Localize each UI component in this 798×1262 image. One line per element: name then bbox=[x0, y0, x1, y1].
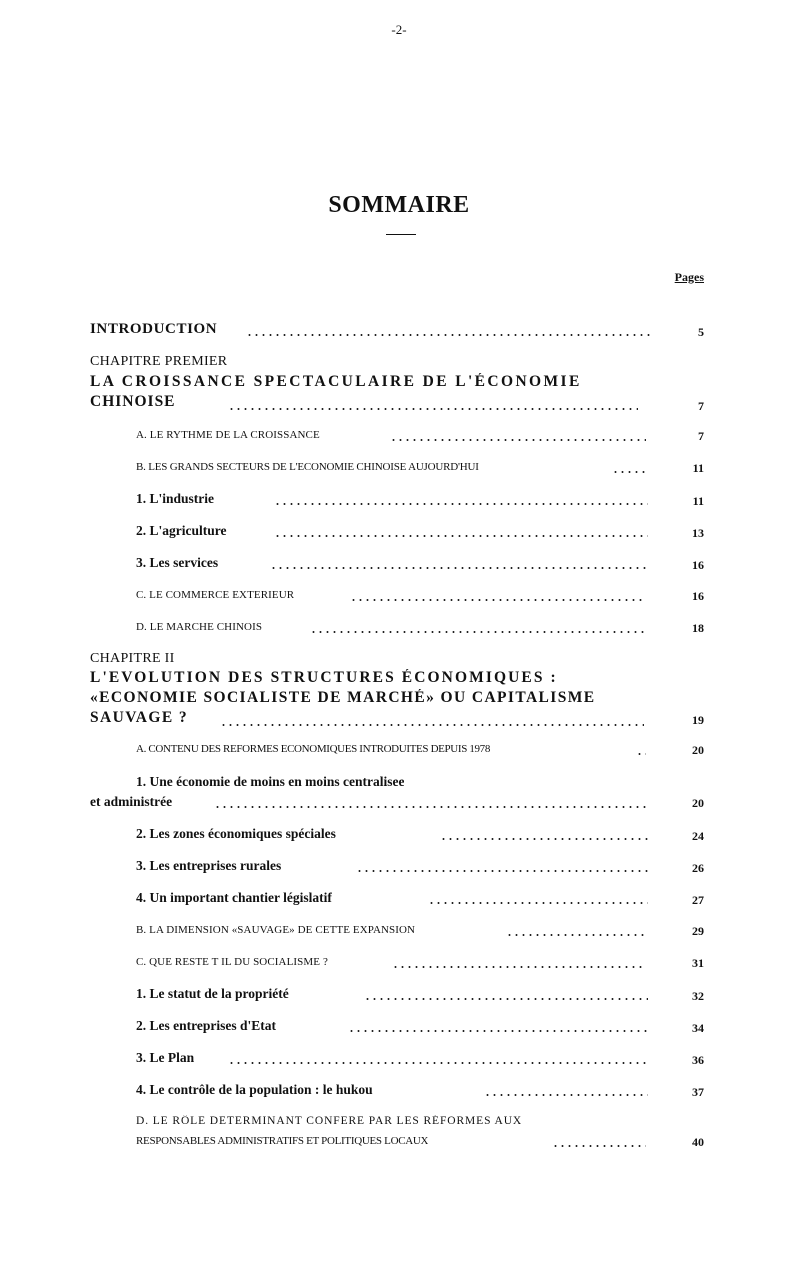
toc-entry-1b2 bbox=[0, 523, 798, 541]
dot-leader bbox=[350, 590, 646, 602]
toc-page-number: 20 bbox=[692, 796, 704, 810]
dot-leader bbox=[274, 526, 648, 538]
toc-entry-2a4 bbox=[0, 890, 798, 908]
toc-page-number: 26 bbox=[692, 861, 704, 875]
toc-entry-text: 3. Le Plan bbox=[136, 1050, 195, 1065]
toc-entry-text: 3. Les entreprises rurales bbox=[136, 858, 282, 873]
toc-page-number: 24 bbox=[692, 829, 704, 843]
toc-page-number: 31 bbox=[692, 956, 704, 970]
toc-entry-2d bbox=[0, 1115, 798, 1151]
dot-leader bbox=[612, 462, 648, 474]
toc-entry-text: D. LE RÔLE DETERMINANT CONFERE PAR LES RÉFORMES AUX bbox=[136, 1115, 523, 1127]
toc-entry-text: D. LE MARCHE CHINOIS bbox=[136, 621, 263, 633]
toc-page-number: 32 bbox=[692, 989, 704, 1003]
toc-entry-text: C. LE COMMERCE EXTERIEUR bbox=[136, 589, 295, 601]
toc-entry-text: 2. L'agriculture bbox=[136, 523, 227, 538]
toc-entry-1c bbox=[0, 589, 798, 605]
dot-leader bbox=[228, 399, 638, 411]
title-rule bbox=[386, 234, 416, 235]
toc-entry-1b bbox=[0, 461, 798, 477]
toc-entry-2c2 bbox=[0, 1018, 798, 1036]
toc-page-number: 40 bbox=[692, 1135, 704, 1149]
toc-entry-text: 1. Une économie de moins en moins centralisee bbox=[136, 774, 405, 789]
toc-entry-introduction bbox=[0, 321, 798, 341]
dot-leader bbox=[214, 797, 648, 809]
toc-entry-text: INTRODUCTION bbox=[90, 321, 218, 337]
page-title: SOMMAIRE bbox=[328, 192, 470, 218]
toc-entry-text: B. LA DIMENSION «SAUVAGE» DE CETTE EXPANSION bbox=[136, 924, 416, 936]
toc-chapter-2 bbox=[0, 651, 798, 733]
chapter-title-line: LA CROISSANCE SPECTACULAIRE DE L'ÉCONOMIE bbox=[90, 373, 582, 390]
dot-leader bbox=[220, 715, 644, 727]
toc-entry-text: 4. Un important chantier législatif bbox=[136, 890, 332, 905]
toc-entry-2c3 bbox=[0, 1050, 798, 1068]
dot-leader bbox=[636, 744, 646, 756]
toc-entry-2c1 bbox=[0, 986, 798, 1004]
chapter-title-line: CHINOISE bbox=[90, 393, 176, 410]
toc-entry-2a bbox=[0, 743, 798, 759]
page-number: -2- bbox=[391, 22, 407, 37]
toc-page-number: 11 bbox=[692, 461, 704, 475]
dot-leader bbox=[246, 325, 652, 337]
toc-page-number: 7 bbox=[698, 429, 704, 443]
toc-entry-2a1 bbox=[0, 774, 798, 814]
chapter-title-line: «ECONOMIE SOCIALISTE DE MARCHÉ» OU CAPITALISME bbox=[90, 689, 596, 706]
toc-chapter-1 bbox=[0, 354, 798, 414]
toc-entry-2c bbox=[0, 956, 798, 972]
toc-entry-text: 2. Les zones économiques spéciales bbox=[136, 826, 336, 841]
toc-entry-text: B. LES GRANDS SECTEURS DE L'ECONOMIE CHINOISE AUJOURD'HUI bbox=[136, 461, 479, 473]
chapter-label: CHAPITRE PREMIER bbox=[90, 354, 228, 369]
toc-page-number: 34 bbox=[692, 1021, 704, 1035]
toc-page-number: 13 bbox=[692, 526, 704, 540]
toc-entry-1b1 bbox=[0, 491, 798, 509]
chapter-label: CHAPITRE II bbox=[90, 651, 175, 666]
toc-entry-text: C. QUE RESTE T IL DU SOCIALISME ? bbox=[136, 956, 328, 968]
toc-page-number: 5 bbox=[698, 325, 704, 339]
toc-page-number: 16 bbox=[692, 589, 704, 603]
chapter-title-line: SAUVAGE ? bbox=[90, 709, 189, 726]
toc-page-number: 20 bbox=[692, 743, 704, 757]
toc-entry-2a3 bbox=[0, 858, 798, 876]
dot-leader bbox=[364, 989, 648, 1001]
dot-leader bbox=[392, 957, 646, 969]
dot-leader bbox=[484, 1085, 648, 1097]
toc-entry-text: 3. Les services bbox=[136, 555, 219, 570]
toc-page-number: 19 bbox=[692, 713, 704, 727]
toc-entry-1b3 bbox=[0, 555, 798, 573]
dot-leader bbox=[270, 558, 648, 570]
dot-leader bbox=[440, 829, 648, 841]
toc-entry-1d bbox=[0, 621, 798, 637]
toc-page-number: 27 bbox=[692, 893, 704, 907]
dot-leader bbox=[228, 1053, 648, 1065]
toc-entry-text: A. CONTENU DES REFORMES ECONOMIQUES INTRODUITES DEPUIS 1978 bbox=[136, 743, 490, 755]
chapter-title-line: L'EVOLUTION DES STRUCTURES ÉCONOMIQUES : bbox=[90, 669, 558, 686]
toc-entry-2a2 bbox=[0, 826, 798, 844]
toc-page-number: 7 bbox=[698, 399, 704, 413]
dot-leader bbox=[428, 893, 648, 905]
toc-page-number: 16 bbox=[692, 558, 704, 572]
toc-page-number: 29 bbox=[692, 924, 704, 938]
dot-leader bbox=[356, 861, 648, 873]
pages-column-label: Pages bbox=[674, 270, 704, 284]
toc-entry-text: 4. Le contrôle de la population : le hukou bbox=[136, 1082, 373, 1097]
dot-leader bbox=[552, 1136, 646, 1148]
dot-leader bbox=[274, 494, 648, 506]
toc-entry-text: 2. Les entreprises d'Etat bbox=[136, 1018, 276, 1033]
toc-entry-text: 1. L'industrie bbox=[136, 491, 215, 506]
toc-page-number: 18 bbox=[692, 621, 704, 635]
dot-leader bbox=[390, 430, 646, 442]
toc-entry-1a bbox=[0, 429, 798, 445]
toc-page-number: 11 bbox=[692, 494, 704, 508]
toc-entry-2b bbox=[0, 924, 798, 940]
dot-leader bbox=[348, 1021, 648, 1033]
toc-entry-text: A. LE RYTHME DE LA CROISSANCE bbox=[136, 429, 320, 441]
toc-entry-text-continued: et administrée bbox=[90, 794, 173, 809]
dot-leader bbox=[506, 925, 646, 937]
toc-page-number: 37 bbox=[692, 1085, 704, 1099]
dot-leader bbox=[310, 622, 646, 634]
toc-entry-text-continued: RESPONSABLES ADMINISTRATIFS ET POLITIQUES LOCAUX bbox=[136, 1135, 429, 1147]
toc-entry-text: 1. Le statut de la propriété bbox=[136, 986, 289, 1001]
toc-entry-2c4 bbox=[0, 1082, 798, 1100]
toc-page-number: 36 bbox=[692, 1053, 704, 1067]
